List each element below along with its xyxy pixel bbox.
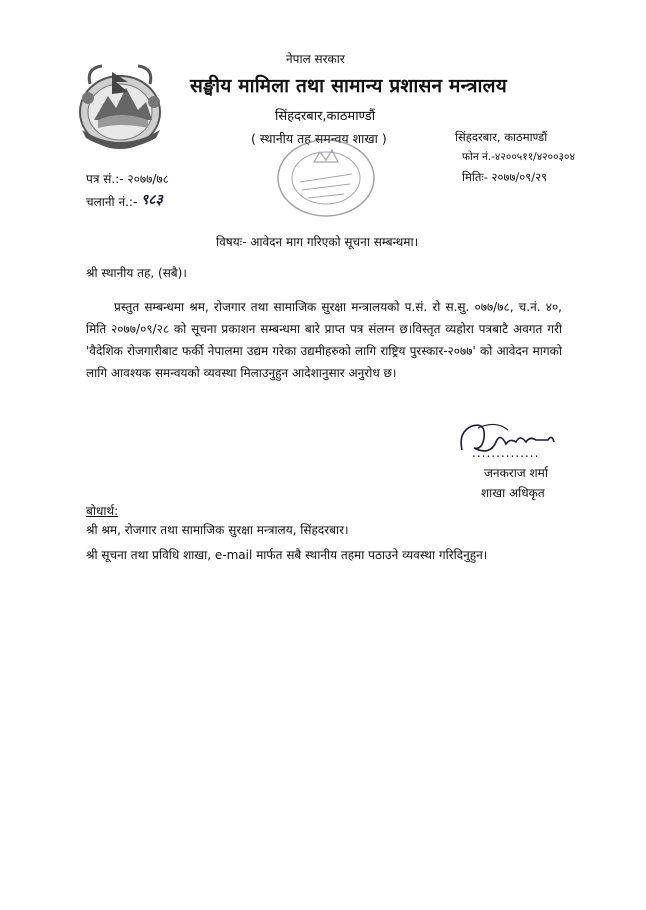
office-stamp-icon <box>270 132 382 224</box>
letter-body: प्रस्तुत सम्बन्धमा श्रम, रोजगार तथा सामाजिक सुरक्षा मन्त्रालयको प.सं. रो स.सु. ०७७/७८, च.नं. ४०, मिति २०७७/०९/२८ को सूचना प्रकाशन सम्बन्धमा बारे प्राप्त पत्र संलग्न छ।विस्तृत व्यहोरा पत्रबाटै अवगत गरी 'वैदेशिक रोजगारीबाट फर्की नेपालमा उद्यम गरेका उद्यमीहरुको लागि राष्ट्रिय पुरस्कार-२०७७' को आवेदन मागको लागि आवश्यक समन्वयको व्यवस्था मिलाउनुहुन आदेशानुसार अनुरोध छ। <box>86 300 562 380</box>
government-name: नेपाल सरकार <box>286 52 345 66</box>
cc-title: बोधार्थ: <box>86 504 119 518</box>
chalani-number: ९८३ <box>141 192 163 208</box>
cc-item: श्री श्रम, रोजगार तथा सामाजिक सुरक्षा मन्त्रालय, सिंहदरबार। <box>86 523 349 537</box>
signature-line: .............. <box>472 446 540 460</box>
phone-number: फोन नं.-४२००५११/४२००३०४ <box>462 151 575 163</box>
right-place: सिंहदरबार, काठमाण्डौं <box>455 130 548 144</box>
signatory-name: जनकराज शर्मा <box>484 466 548 480</box>
letter-recipient: श्री स्थानीय तह, (सबै)। <box>86 266 187 280</box>
ministry-name: सङ्घीय मामिला तथा सामान्य प्रशासन मन्त्रालय <box>190 75 507 97</box>
letter-date: मितिः- २०७७/०९/२९ <box>462 170 548 184</box>
patra-sankhya: पत्र सं.:- २०७७/७८ <box>86 172 169 186</box>
section-name: ( स्थानीय तह समन्वय शाखा ) <box>251 131 387 146</box>
ministry-address: सिंहदरबार,काठमाण्डौं <box>275 109 376 124</box>
letter-subject: विषयः- आवेदन माग गरिएको सूचना सम्बन्धमा। <box>216 235 419 249</box>
signatory-designation: शाखा अधिकृत <box>481 486 545 500</box>
cc-item: श्री सूचना तथा प्रविधि शाखा, e-mail मार्फत सबै स्थानीय तहमा पठाउने व्यवस्था गरिदिनुहुन। <box>86 548 488 562</box>
nepal-emblem-icon <box>68 58 172 154</box>
chalani-label: चलानी नं.:- <box>86 195 138 209</box>
